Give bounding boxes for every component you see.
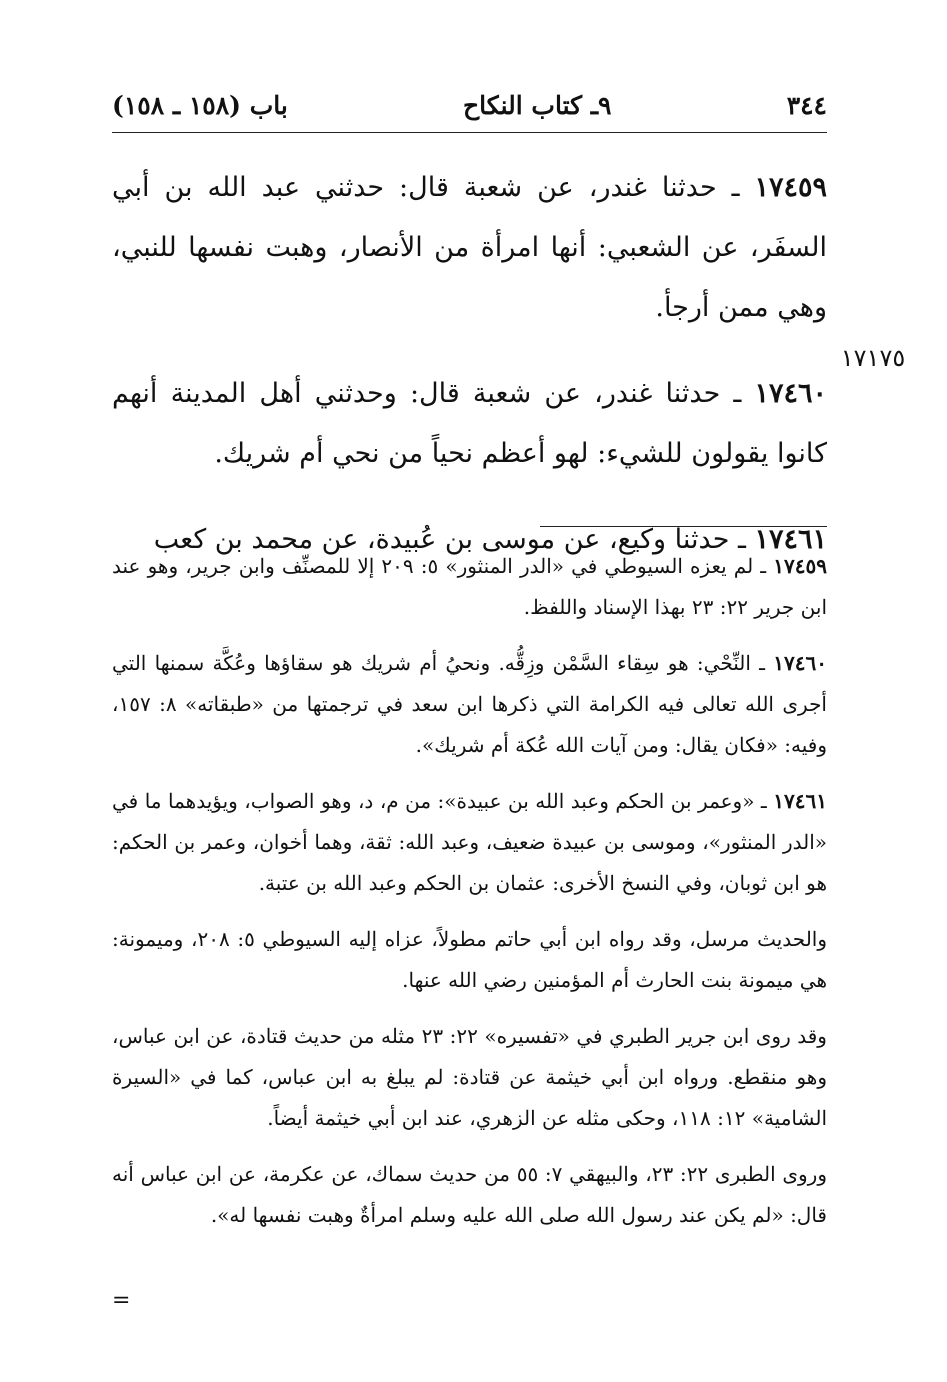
hadith-number: ١٧٤٦٠ [754,378,827,409]
footnote-text: والحديث مرسل، وقد رواه ابن أبي حاتم مطولاً، عزاه إليه السيوطي ٥: ٢٠٨، وميمونة: هي ميمونة بنت الحارث أم المؤمنين رضي الله عنها. [112,927,828,992]
margin-hadith-number: ١٧١٧٥ [840,344,906,372]
footnote-text: وقد روى ابن جرير الطبري في «تفسيره» ٢٢: ٢٣ مثله من حديث قتادة، عن ابن عباس، وهو منقطع. ورواه ابن أبي خيثمة عن قتادة: لم يبلغ به ابن عباس، كما في «السيرة الشامية» ١٢: ١١٨، وحكى مثله عن الزهري، عند ابن أبي خيثمة أيضاً. [112,1024,827,1130]
chapter-range: باب (١٥٨ ـ ١٥٨) [112,90,288,120]
main-text [112,158,827,596]
footnotes [112,546,827,1251]
footnote-text: ـ «وعمر بن الحكم وعبد الله بن عبيدة»: من م، د، وهو الصواب، ويؤيدهما ما في «الدر المنثور»، وموسى بن عبيدة ضعيف، وعبد الله: ثقة، وهما أخوان، وعمر بن الحكم: هو ابن ثوبان، وفي النسخ الأخرى: عثمان بن الحكم وعبد الله بن عتبة. [112,789,827,895]
hadith-text: ـ حدثنا غندر، عن شعبة قال: حدثني عبد الله بن أبي السفَر، عن الشعبي: أنها امرأة من الأنصار، وهبت نفسها للنبي، وهي ممن أرجأ. [112,172,827,323]
footnote-continuation [112,1016,827,1139]
hadith-text: ـ حدثنا غندر، عن شعبة قال: وحدثني أهل المدينة أنهم كانوا يقولون للشيء: لهو أعظم نحياً من نحي أم شريك. [112,378,827,469]
page-number: ٣٤٤ [786,90,827,120]
footnote-text: وروى الطبرى ٢٢: ٢٣، والبيهقي ٧: ٥٥ من حديث سماك، عن عكرمة، عن ابن عباس أنه قال: «لم يكن عند رسول الله صلى الله عليه وسلم امرأةٌ وهبت نفسها له». [112,1162,827,1227]
footnote [112,546,827,628]
running-header [112,86,827,124]
hadith-number: ١٧٤٦١ [754,524,827,555]
footnote-continuation [112,919,827,1001]
hadith-text: ـ حدثنا وكيع، عن موسى بن عُبيدة، عن محمد بن كعب [153,524,755,555]
hadith-number: ١٧٤٥٩ [754,172,827,203]
footnote-number: ١٧٤٥٩ [773,554,827,578]
footnote-text: ـ لم يعزه السيوطي في «الدر المنثور» ٥: ٢٠٩ إلا للمصنِّف وابن جرير، وهو عند ابن جرير ٢٢: ٢٣ بهذا الإسناد واللفظ. [112,554,827,619]
hadith-paragraph [112,364,827,484]
footnote-number: ١٧٤٦١ [773,789,827,813]
hadith-paragraph [112,158,827,338]
footnote [112,781,827,904]
footnote-separator [540,526,827,527]
header-rule [112,132,827,133]
footnote-continuation [112,1154,827,1236]
footnote-text: ـ النِّحْي: هو سِقاء السَّمْن وزِقُّه. ونحيُ أم شريك هو سقاؤها وعُكَّة سمنها التي أجرى الله تعالى فيه الكرامة التي ذكرها ابن سعد في ترجمتها من «طبقاته» ٨: ١٥٧، وفيه: «فكان يقال: ومن آيات الله عُكة أم شريك». [112,651,827,757]
continuation-mark: = [112,1288,131,1313]
book-title: ٩ـ كتاب النكاح [463,90,612,120]
footnote-number: ١٧٤٦٠ [773,651,827,675]
footnote [112,643,827,766]
